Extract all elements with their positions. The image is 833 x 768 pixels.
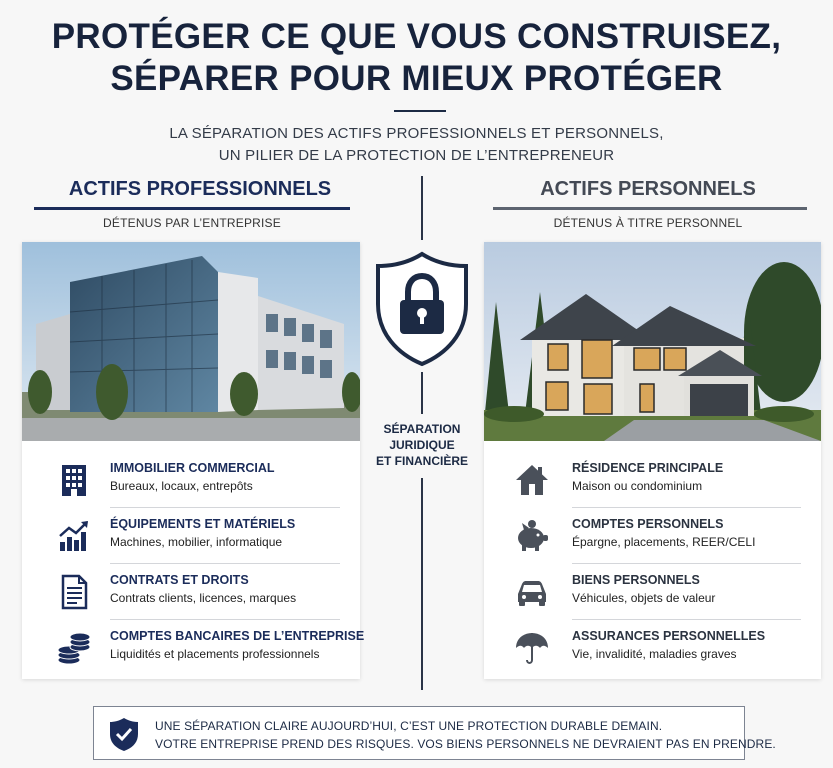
list-item bbox=[484, 570, 821, 626]
office-building-photo bbox=[22, 242, 360, 441]
list-item bbox=[484, 626, 821, 682]
professional-assets-panel bbox=[22, 242, 365, 679]
item-description: Maison ou condominium bbox=[572, 479, 703, 493]
page-title bbox=[0, 16, 833, 100]
shield-check-icon bbox=[108, 716, 140, 752]
page-subtitle bbox=[0, 123, 833, 167]
item-title: ASSURANCES PERSONNELLES bbox=[572, 629, 766, 643]
house-icon bbox=[514, 462, 550, 498]
item-description: Épargne, placements, REER/CELI bbox=[572, 535, 756, 549]
item-title: COMPTES PERSONNELS bbox=[572, 517, 724, 531]
professional-heading-rule bbox=[34, 207, 350, 210]
personal-assets-subheading: DÉTENUS À TITRE PERSONNEL bbox=[553, 216, 743, 230]
coins-icon bbox=[56, 630, 92, 666]
list-item bbox=[22, 514, 360, 570]
piggy-bank-icon bbox=[514, 518, 550, 554]
list-item bbox=[22, 458, 360, 514]
item-title: CONTRATS ET DROITS bbox=[110, 573, 249, 587]
separation-label-line2: JURIDIQUE bbox=[389, 438, 455, 452]
item-divider bbox=[110, 507, 340, 508]
personal-assets-heading: ACTIFS PERSONNELS bbox=[540, 178, 756, 200]
item-divider bbox=[572, 619, 801, 620]
separation-label-line1: SÉPARATION bbox=[383, 422, 461, 436]
document-icon bbox=[56, 574, 92, 610]
center-divider-middle bbox=[421, 372, 423, 414]
house-photo bbox=[484, 242, 821, 441]
item-description: Machines, mobilier, informatique bbox=[110, 535, 283, 549]
item-title: IMMOBILIER COMMERCIAL bbox=[110, 461, 275, 475]
separation-label-line3: ET FINANCIÈRE bbox=[375, 454, 468, 468]
shield-lock-icon bbox=[372, 250, 472, 368]
item-divider bbox=[110, 563, 340, 564]
car-icon bbox=[514, 574, 550, 610]
center-divider-bottom bbox=[421, 478, 423, 690]
item-description: Vie, invalidité, maladies graves bbox=[572, 647, 737, 661]
footer-banner bbox=[93, 706, 776, 760]
separation-label bbox=[362, 421, 482, 469]
list-item bbox=[22, 626, 365, 682]
item-description: Véhicules, objets de valeur bbox=[572, 591, 716, 605]
footer-line1: UNE SÉPARATION CLAIRE AUJOURD’HUI, C’EST UNE PROTECTION DURABLE DEMAIN. bbox=[155, 719, 663, 733]
item-divider bbox=[572, 563, 801, 564]
professional-assets-subheading: DÉTENUS PAR L’ENTREPRISE bbox=[103, 216, 281, 230]
list-item bbox=[22, 570, 360, 626]
list-item bbox=[484, 514, 821, 570]
item-title: COMPTES BANCAIRES DE L’ENTREPRISE bbox=[110, 629, 365, 643]
page-title-line2: SÉPARER POUR MIEUX PROTÉGER bbox=[110, 59, 723, 98]
center-divider-top bbox=[421, 176, 423, 240]
list-item bbox=[484, 458, 821, 514]
building-icon bbox=[56, 462, 92, 498]
item-description: Bureaux, locaux, entrepôts bbox=[110, 479, 253, 493]
item-description: Liquidités et placements professionnels bbox=[110, 647, 320, 661]
professional-assets-heading: ACTIFS PROFESSIONNELS bbox=[68, 178, 332, 200]
page-subtitle-line1: LA SÉPARATION DES ACTIFS PROFESSIONNELS ET PERSONNELS, bbox=[169, 125, 664, 142]
umbrella-icon bbox=[514, 630, 550, 666]
item-title: BIENS PERSONNELS bbox=[572, 573, 700, 587]
personal-assets-panel bbox=[484, 242, 821, 679]
growth-chart-icon bbox=[56, 518, 92, 554]
page-title-line1: PROTÉGER CE QUE VOUS CONSTRUISEZ, bbox=[51, 17, 782, 56]
title-divider bbox=[394, 110, 446, 112]
page-subtitle-line2: UN PILIER DE LA PROTECTION DE L’ENTREPRENEUR bbox=[218, 147, 615, 164]
footer-line2: VOTRE ENTREPRISE PREND DES RISQUES. VOS BIENS PERSONNELS NE DEVRAIENT PAS EN PRENDRE. bbox=[155, 737, 776, 751]
item-divider bbox=[572, 507, 801, 508]
item-description: Contrats clients, licences, marques bbox=[110, 591, 297, 605]
item-divider bbox=[110, 619, 340, 620]
item-title: RÉSIDENCE PRINCIPALE bbox=[572, 461, 724, 475]
item-title: ÉQUIPEMENTS ET MATÉRIELS bbox=[110, 517, 296, 531]
personal-heading-rule bbox=[493, 207, 807, 210]
